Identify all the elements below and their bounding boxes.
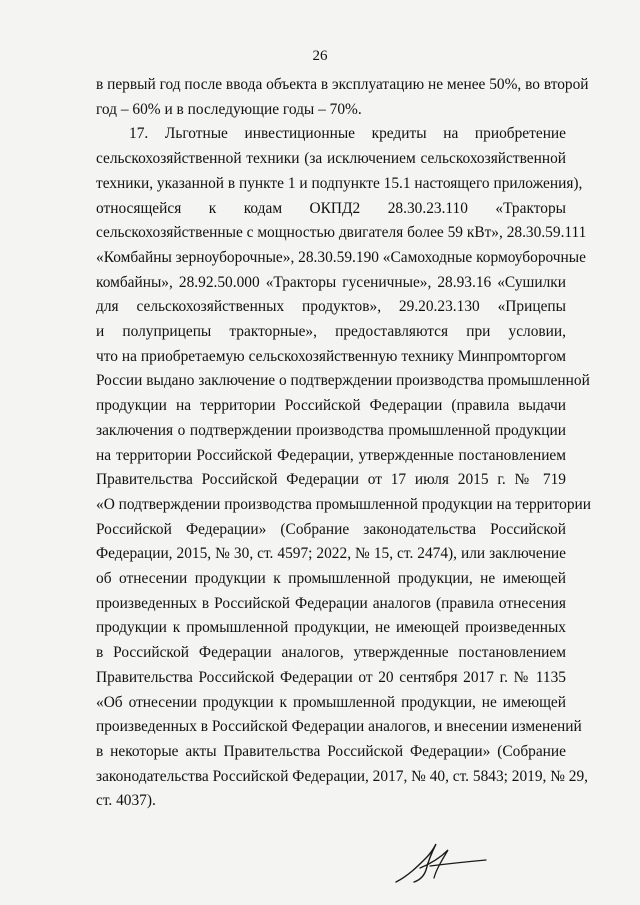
paragraph-item-17	[96, 122, 592, 814]
signature-image	[390, 838, 490, 888]
text-line: комбайны», 28.92.50.000 «Тракторы гусеничные», 28.93.16 «Сушилки	[96, 273, 566, 291]
text-line: «Комбайны зерноуборочные», 28.30.59.190 «Самоходные кормоуборочные	[96, 248, 586, 266]
text-line: законодательства Российской Федерации, 2017, № 40, ст. 5843; 2019, № 29,	[96, 767, 589, 785]
text-line: ст. 4037).	[96, 792, 156, 810]
text-line: на территории Российской Федерации, утвержденные постановлением	[96, 446, 566, 464]
text-line: России выдано заключение о подтверждении производства промышленной	[96, 372, 590, 390]
text-line: что на приобретаемую сельскохозяйственную технику Минпромторгом	[96, 347, 566, 365]
text-line: Федерации, 2015, № 30, ст. 4597; 2022, № 15, ст. 2474), или заключение	[96, 545, 566, 563]
text-line: относящейся к кодам ОКПД2 28.30.23.110 «Тракторы	[96, 199, 566, 217]
text-line: Правительства Российской Федерации от 17 июля 2015 г. № 719	[96, 471, 566, 489]
text-line: произведенных в Российской Федерации аналогов, и внесении изменений	[96, 718, 582, 736]
text-line: в некоторые акты Правительства Российской Федерации» (Собрание	[96, 742, 566, 760]
text-line: Правительства Российской Федерации от 20 сентября 2017 г. № 1135	[96, 668, 566, 686]
text-line: в первый год после ввода объекта в эксплуатацию не менее 50%, во второй	[96, 76, 589, 93]
text-line: заключения о подтверждении производства промышленной продукции	[96, 421, 566, 439]
text-line: произведенных в Российской Федерации аналогов (правила отнесения	[96, 594, 566, 612]
document-body	[96, 73, 592, 814]
text-line: в Российской Федерации аналогов, утвержденные постановлением	[96, 644, 566, 662]
text-line: 17. Льготные инвестиционные кредиты на приобретение	[129, 125, 566, 143]
text-line: «О подтверждении производства промышленной продукции на территории	[96, 495, 592, 513]
text-line: сельскохозяйственной техники (за исключением сельскохозяйственной	[96, 150, 566, 168]
page-number: 26	[312, 48, 328, 64]
text-line: продукции на территории Российской Федерации (правила выдачи	[96, 397, 566, 415]
text-line: об отнесении продукции к промышленной продукции, не имеющей	[96, 570, 566, 588]
text-line: для сельскохозяйственных продуктов», 29.20.23.130 «Прицепы	[96, 298, 566, 316]
text-line: техники, указанной в пункте 1 и подпункте 15.1 настоящего приложения),	[96, 174, 583, 192]
text-line: и полуприцепы тракторные», предоставляются при условии,	[96, 323, 566, 341]
text-line: Российской Федерации» (Собрание законодательства Российской	[96, 520, 566, 538]
text-line: сельскохозяйственные с мощностью двигателя более 59 кВт», 28.30.59.111	[96, 224, 587, 242]
paragraph-continuation	[96, 73, 589, 122]
text-line: год – 60% и в последующие годы – 70%.	[96, 100, 362, 118]
text-line: «Об отнесении продукции к промышленной продукции, не имеющей	[96, 693, 566, 711]
text-line: продукции к промышленной продукции, не имеющей произведенных	[96, 619, 566, 637]
